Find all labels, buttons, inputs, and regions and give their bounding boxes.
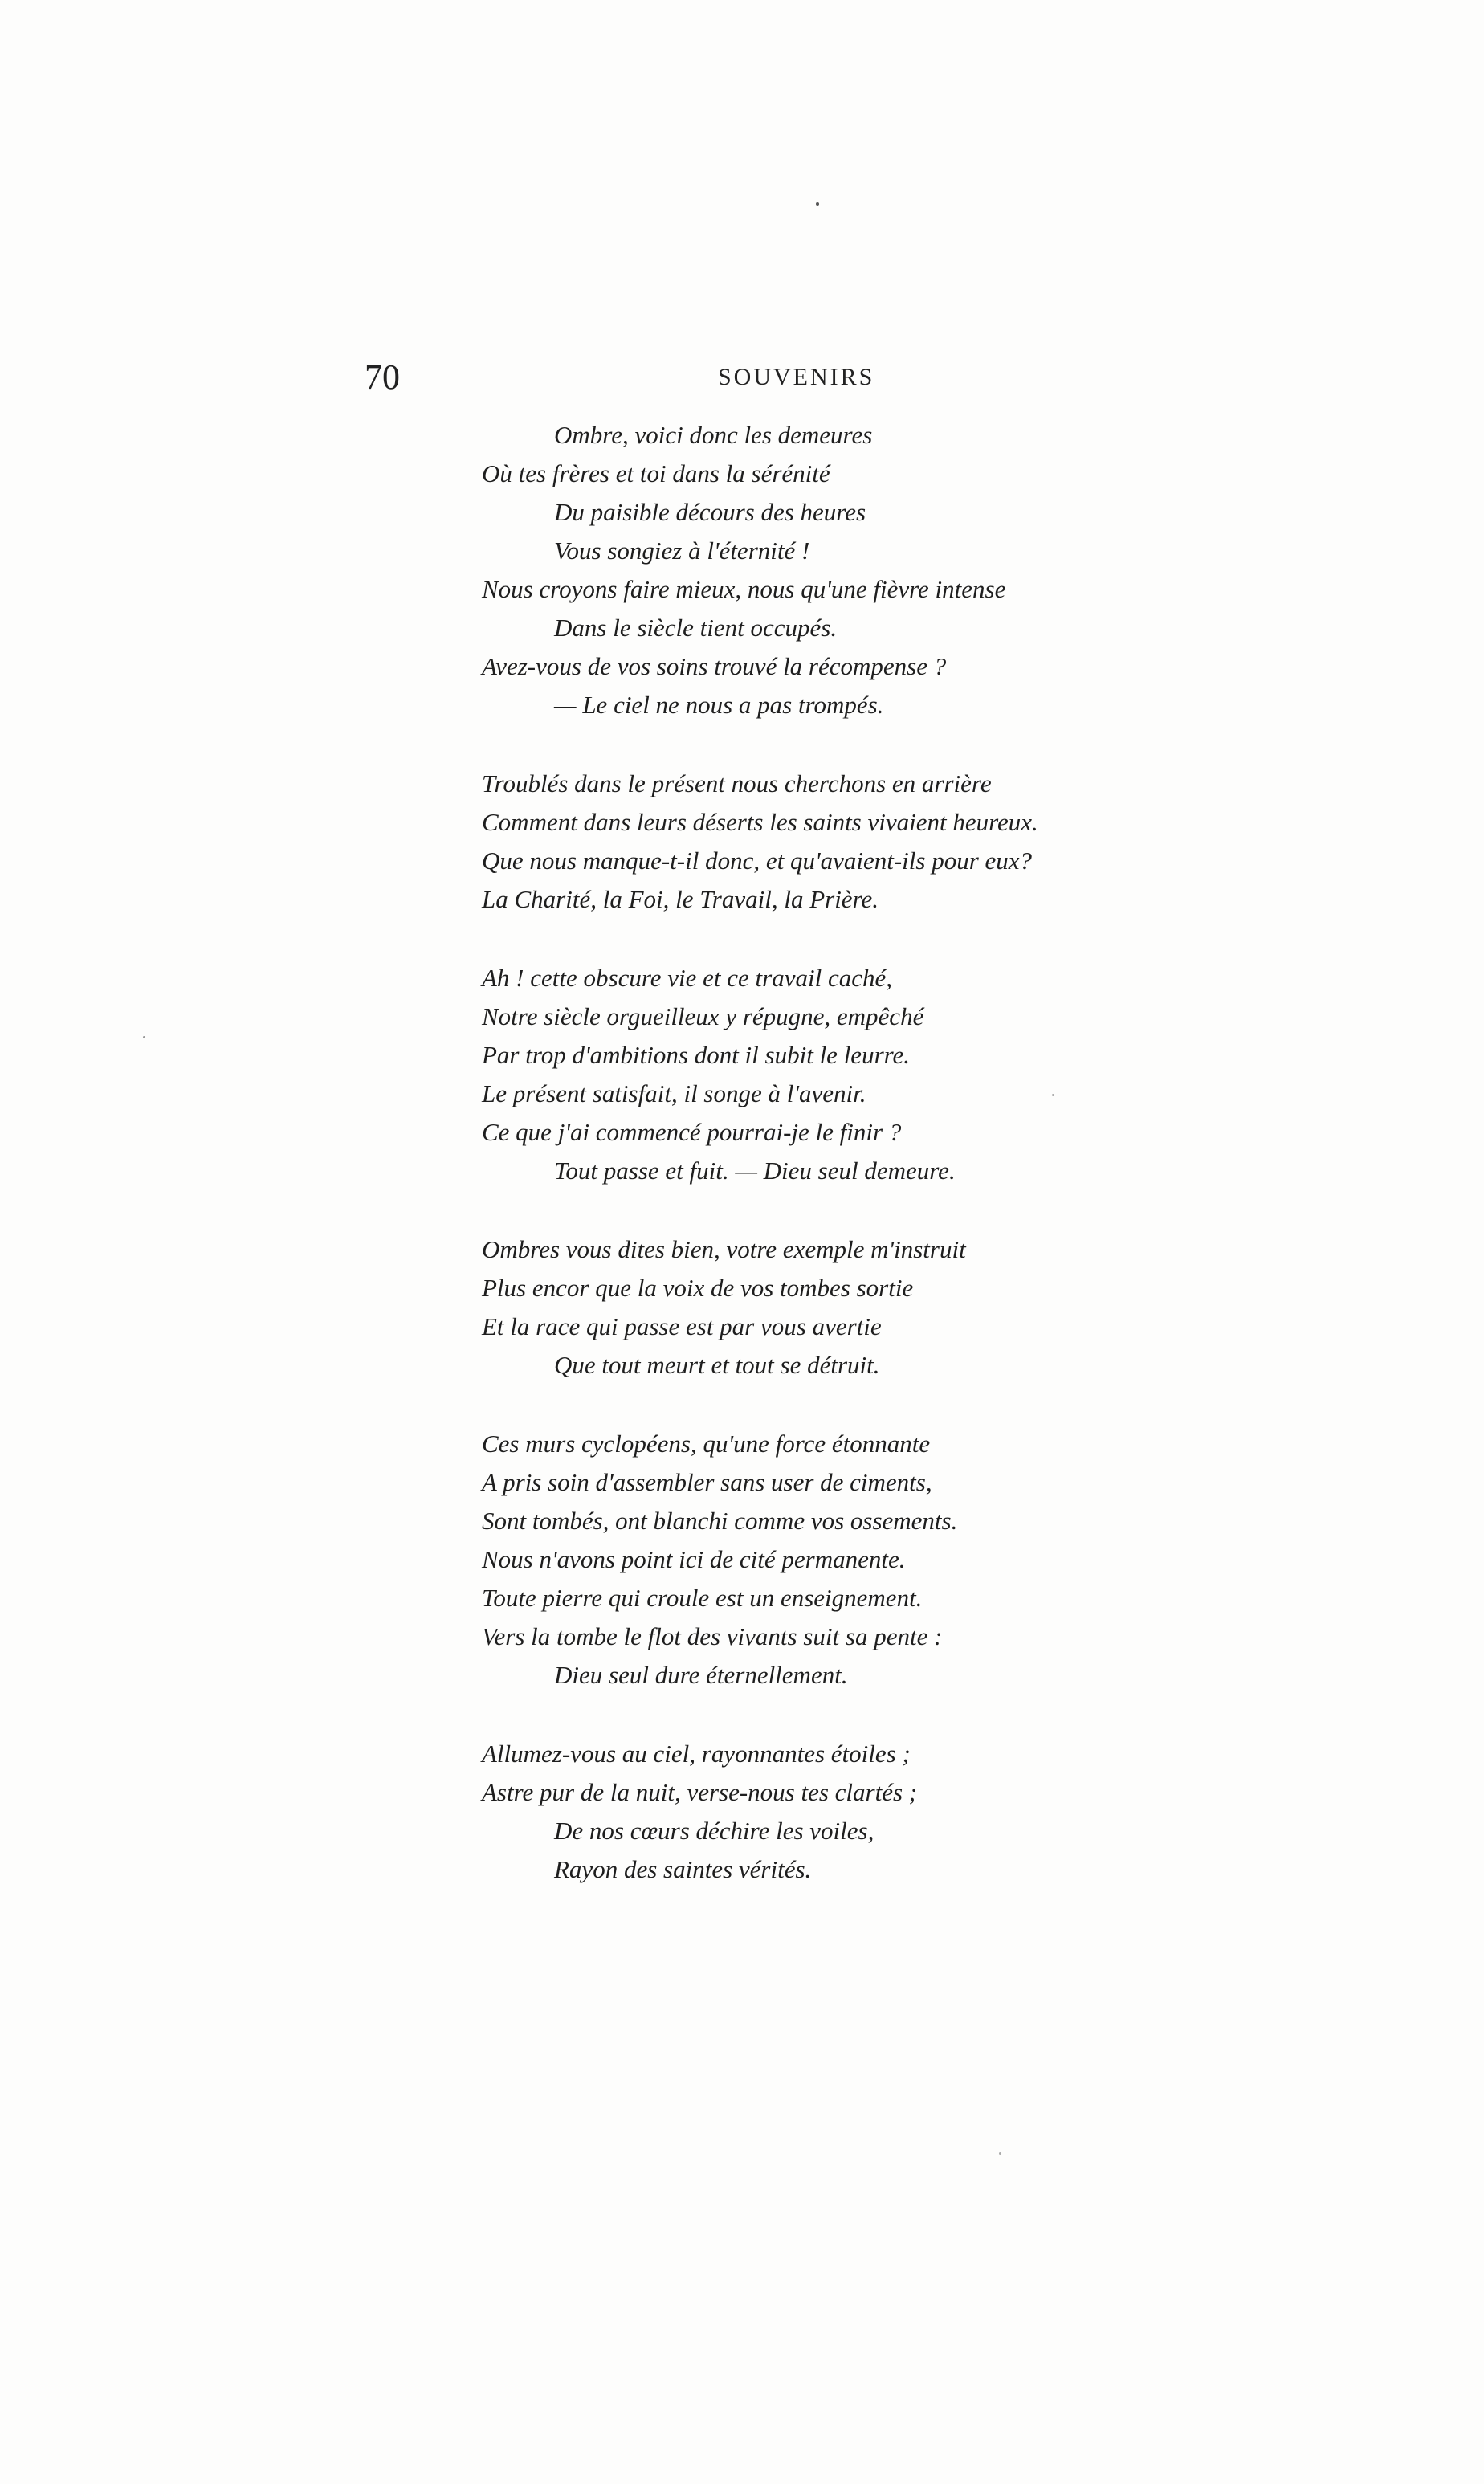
poem-line: Astre pur de la nuit, verse-nous tes clartés ;	[482, 1778, 918, 1806]
poem-stanza	[482, 416, 1205, 724]
poem-stanza	[482, 959, 1205, 1190]
print-speck	[143, 1036, 145, 1038]
poem-line: Sont tombés, ont blanchi comme vos ossements.	[482, 1507, 958, 1535]
poem-line: Allumez-vous au ciel, rayonnantes étoiles ;	[482, 1740, 911, 1768]
poem-line: De nos cœurs déchire les voiles,	[554, 1817, 874, 1845]
poem-line: Que nous manque-t-il donc, et qu'avaient-ils pour eux?	[482, 846, 1033, 875]
poem-line: Où tes frères et toi dans la sérénité	[482, 459, 830, 487]
print-speck	[999, 2152, 1001, 2155]
poem-line: Notre siècle orgueilleux y répugne, empêché	[482, 1002, 924, 1030]
poem-line: Ombre, voici donc les demeures	[554, 421, 873, 449]
poem-line: Et la race qui passe est par vous avertie	[482, 1312, 882, 1340]
poem-line: Vous songiez à l'éternité !	[554, 536, 810, 565]
print-speck	[816, 202, 819, 206]
poem-line: Rayon des saintes vérités.	[554, 1855, 812, 1883]
poem-line: Du paisible décours des heures	[554, 498, 866, 526]
poem	[482, 416, 1205, 1929]
poem-line: Que tout meurt et tout se détruit.	[554, 1351, 880, 1379]
poem-line: Ce que j'ai commencé pourrai-je le finir ?	[482, 1118, 902, 1146]
page-number: 70	[365, 357, 400, 397]
poem-line: La Charité, la Foi, le Travail, la Prière.	[482, 885, 879, 913]
poem-line: Le présent satisfait, il songe à l'avenir.	[482, 1079, 866, 1107]
poem-stanza	[482, 765, 1205, 919]
poem-line: — Le ciel ne nous a pas trompés.	[554, 691, 884, 719]
poem-line: Troublés dans le présent nous cherchons en arrière	[482, 769, 992, 797]
poem-line: Comment dans leurs déserts les saints vivaient heureux.	[482, 808, 1038, 836]
poem-line: Nous n'avons point ici de cité permanente.	[482, 1545, 906, 1573]
poem-line: Dans le siècle tient occupés.	[554, 614, 838, 642]
poem-line: Avez-vous de vos soins trouvé la récompense ?	[482, 652, 947, 680]
poem-line: Tout passe et fuit. — Dieu seul demeure.	[554, 1156, 956, 1185]
poem-line: Nous croyons faire mieux, nous qu'une fièvre intense	[482, 575, 1006, 603]
poem-stanza	[482, 1230, 1205, 1385]
poem-line: Plus encor que la voix de vos tombes sortie	[482, 1274, 914, 1302]
poem-line: Dieu seul dure éternellement.	[554, 1661, 848, 1689]
running-title: SOUVENIRS	[718, 364, 875, 390]
poem-line: Par trop d'ambitions dont il subit le leurre.	[482, 1041, 911, 1069]
poem-stanza	[482, 1425, 1205, 1695]
poem-line: Vers la tombe le flot des vivants suit sa pente :	[482, 1622, 943, 1650]
poem-line: Ces murs cyclopéens, qu'une force étonnante	[482, 1430, 931, 1458]
poem-line: A pris soin d'assembler sans user de ciments,	[482, 1468, 932, 1496]
poem-stanza	[482, 1735, 1205, 1889]
running-head	[365, 353, 1055, 402]
poem-line: Ah ! cette obscure vie et ce travail caché,	[482, 964, 892, 992]
poem-line: Ombres vous dites bien, votre exemple m'instruit	[482, 1235, 966, 1263]
poem-line: Toute pierre qui croule est un enseignement.	[482, 1584, 923, 1612]
